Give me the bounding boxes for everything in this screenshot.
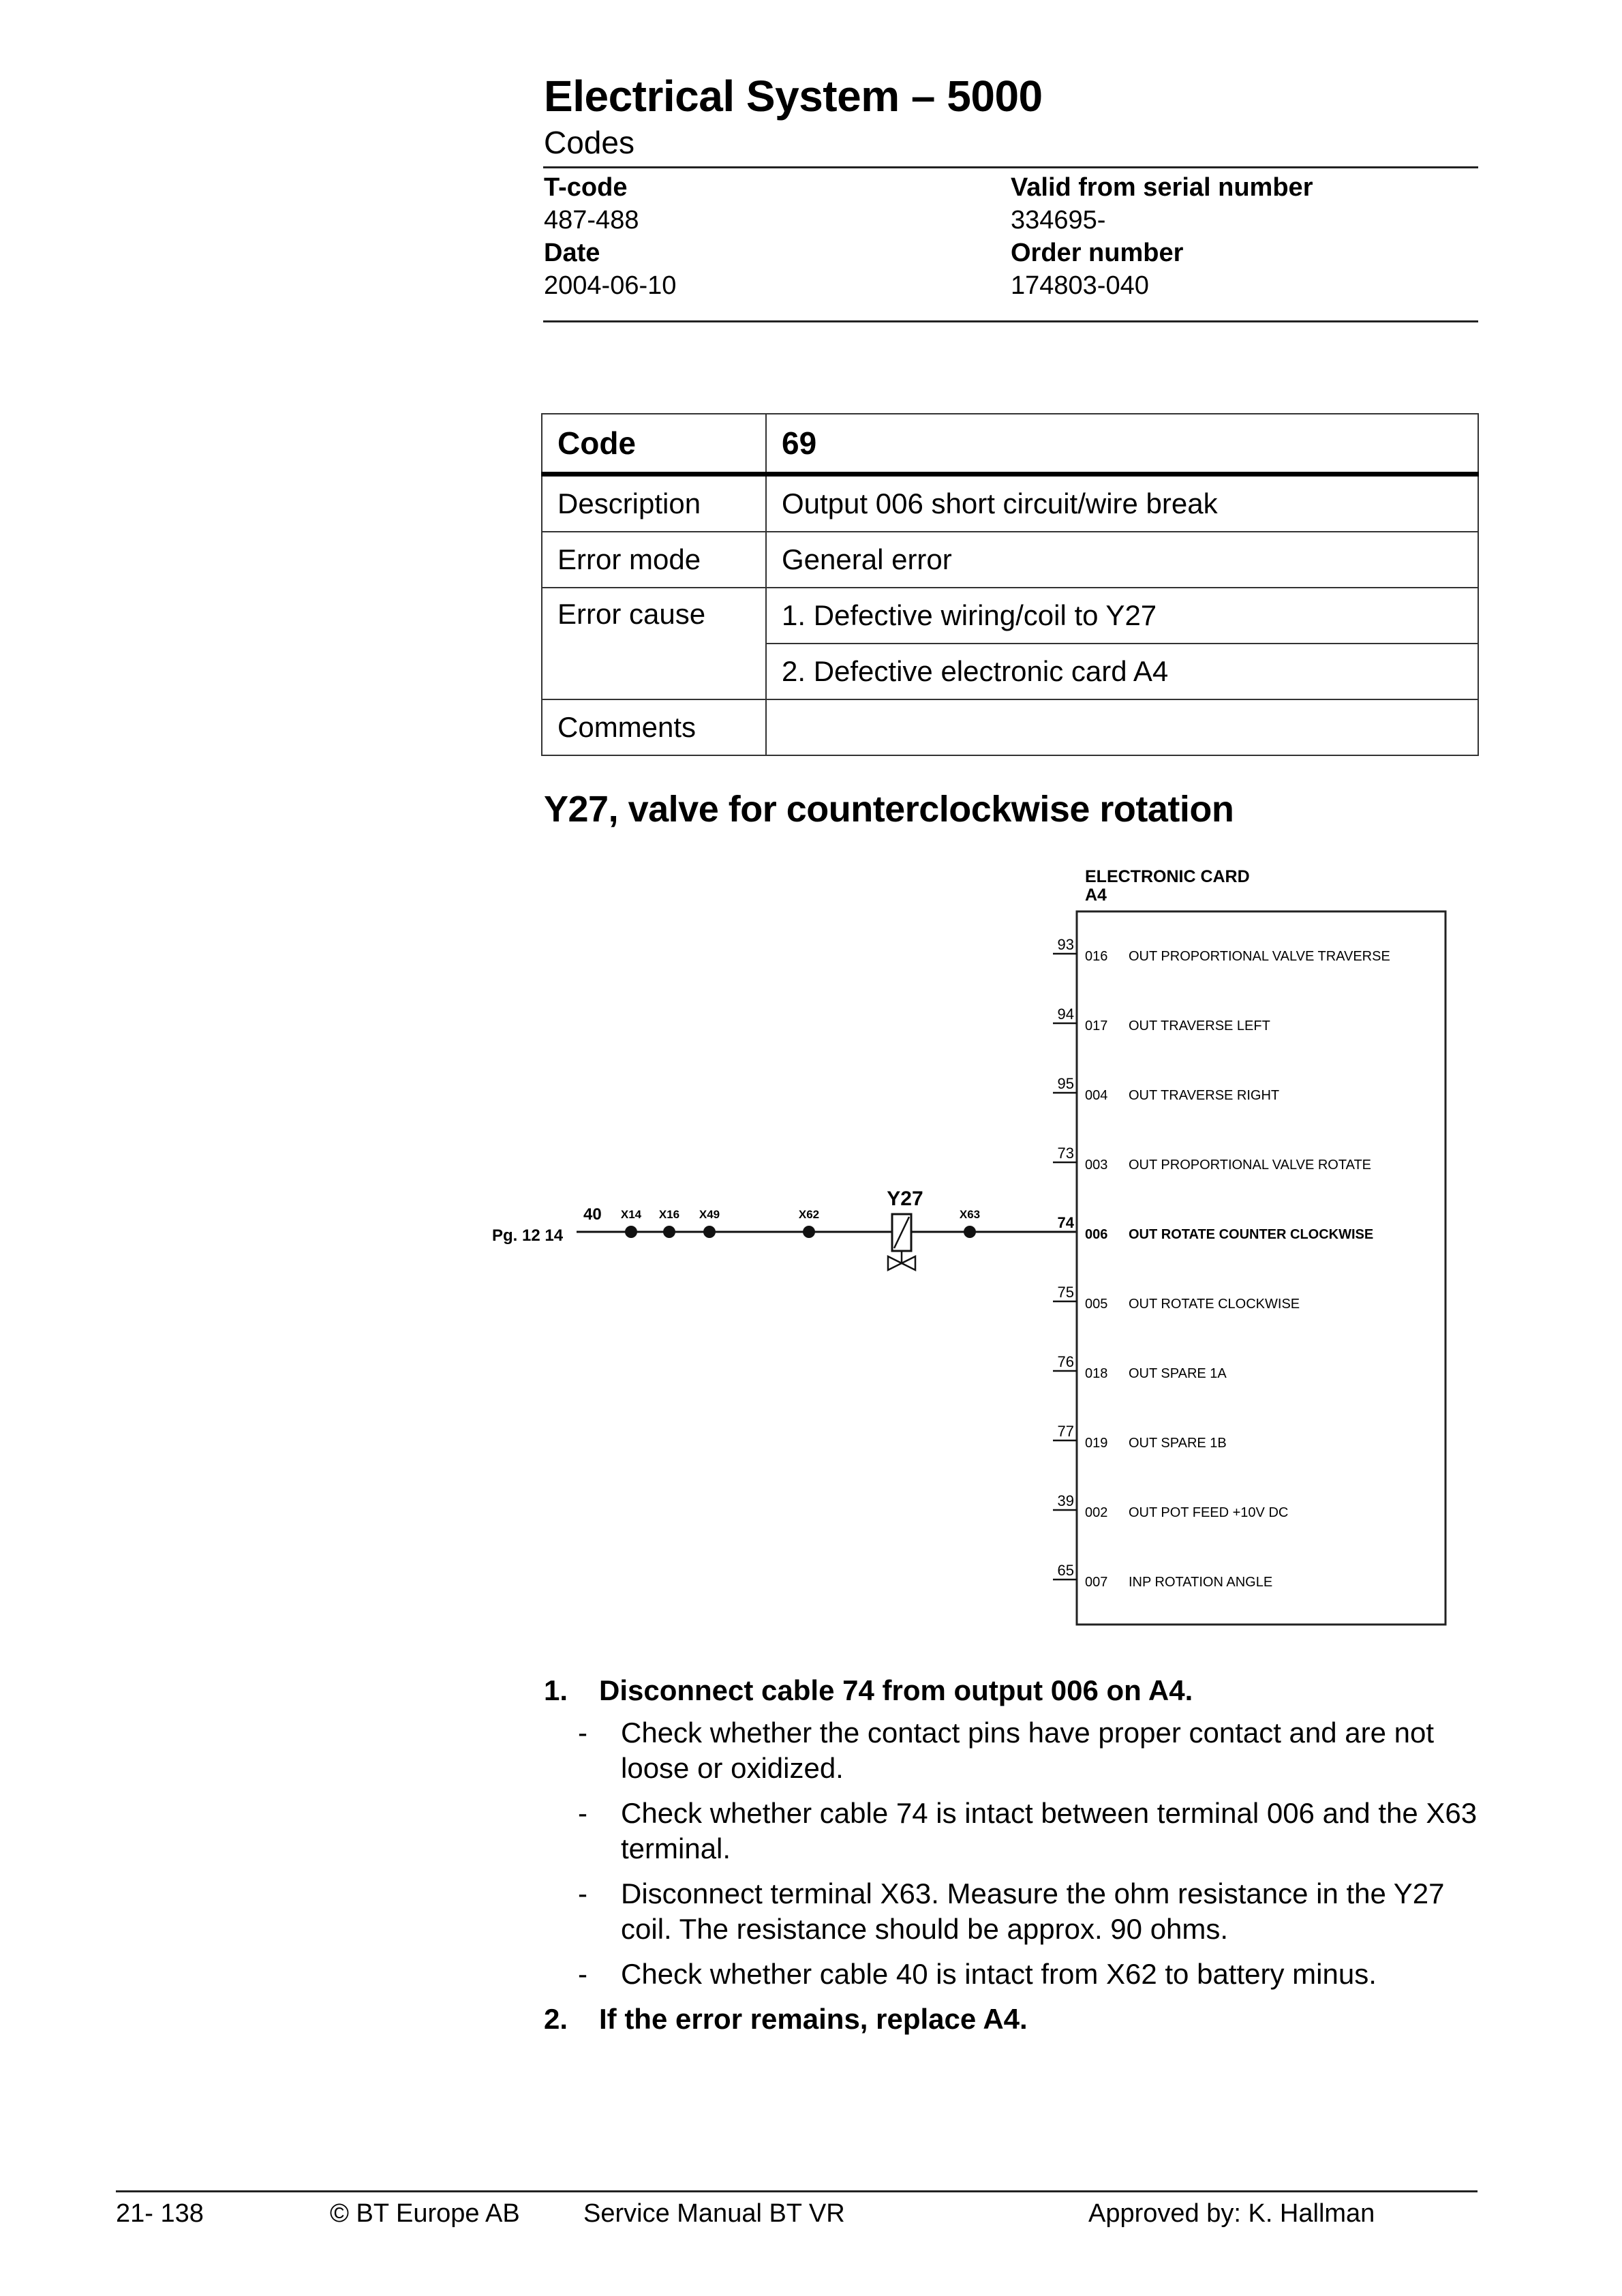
cable-number: 76: [1057, 1353, 1074, 1370]
connector-dot: [964, 1226, 976, 1238]
card-pin-004: [1053, 1075, 1279, 1103]
cable-number: 65: [1057, 1562, 1074, 1579]
tcode-label: T-code: [544, 173, 628, 202]
dash-bullet: -: [578, 1877, 587, 1909]
dash-bullet: -: [578, 1958, 587, 1990]
row-label: Error cause: [542, 588, 766, 699]
substep-text: Check whether the contact pins have proper contact and are not loose or oxidized.: [621, 1717, 1435, 1784]
connector-x14: [621, 1208, 642, 1238]
connector-dot: [663, 1226, 675, 1238]
terminal-number: 017: [1085, 1018, 1108, 1033]
row-label: Comments: [542, 699, 766, 755]
terminal-function: OUT PROPORTIONAL VALVE TRAVERSE: [1129, 949, 1390, 964]
row-label: Description: [542, 474, 766, 532]
footer-rule: [116, 2190, 1478, 2192]
connector-x63: [960, 1208, 980, 1238]
date-label: Date: [544, 239, 600, 267]
cable-number: 94: [1057, 1006, 1074, 1023]
terminal-function: OUT POT FEED +10V DC: [1129, 1505, 1289, 1520]
copyright: © BT Europe AB: [330, 2199, 520, 2228]
cable-number: 77: [1057, 1423, 1074, 1440]
row-value: 2. Defective electronic card A4: [766, 644, 1478, 699]
cable-number: 75: [1057, 1284, 1074, 1301]
card-pin-006: [1058, 1214, 1374, 1242]
manual-name: Service Manual BT VR: [583, 2199, 845, 2228]
terminal-number: 003: [1085, 1158, 1108, 1173]
component-label: Y27: [887, 1188, 923, 1210]
date-value: 2004-06-10: [544, 271, 677, 300]
card-pin-016: [1053, 936, 1390, 964]
cable-number: 73: [1057, 1145, 1074, 1162]
row-value: General error: [766, 532, 1478, 588]
terminal-function: OUT TRAVERSE LEFT: [1129, 1018, 1270, 1033]
connector-label: X62: [798, 1208, 820, 1221]
connector-label: X49: [699, 1208, 720, 1221]
terminal-number: 005: [1085, 1297, 1108, 1312]
substep: [578, 1715, 1484, 1786]
serial-value: 334695-: [1011, 206, 1106, 235]
card-title: ELECTRONIC CARD: [1085, 867, 1250, 886]
terminal-number: 007: [1085, 1575, 1108, 1590]
connector-dot: [803, 1226, 815, 1238]
card-pin-002: [1053, 1492, 1288, 1520]
page-reference: Pg. 12 14: [492, 1226, 564, 1245]
card-id: A4: [1085, 886, 1107, 905]
step-text: Disconnect cable 74 from output 006 on A4.: [599, 1674, 1193, 1706]
page-number: 21- 138: [116, 2199, 204, 2228]
order-value: 174803-040: [1011, 271, 1149, 300]
code-label: Code: [542, 414, 766, 474]
card-pin-005: [1053, 1284, 1300, 1312]
connector-x62: [799, 1208, 819, 1238]
terminal-function: OUT TRAVERSE RIGHT: [1129, 1088, 1280, 1103]
connector-x49: [699, 1208, 720, 1238]
step-text: If the error remains, replace A4.: [599, 2003, 1028, 2035]
terminal-function: INP ROTATION ANGLE: [1129, 1575, 1273, 1590]
terminal-function: OUT PROPORTIONAL VALVE ROTATE: [1129, 1158, 1371, 1173]
step-number: 1.: [544, 1674, 568, 1706]
dash-bullet: -: [578, 1717, 587, 1749]
substep: [578, 1957, 1484, 1992]
solenoid-valve-icon: [888, 1214, 915, 1270]
troubleshooting-steps: [544, 1673, 1484, 2044]
terminal-number: 004: [1085, 1088, 1108, 1103]
card-pin-003: [1053, 1145, 1371, 1173]
connector-label: X63: [959, 1208, 981, 1221]
step-2: [544, 2002, 1484, 2037]
cable-number: 74: [1057, 1214, 1074, 1231]
connector-label: X14: [620, 1208, 642, 1221]
section-title: Y27, valve for counterclockwise rotation: [544, 789, 1234, 830]
substep-text: Disconnect terminal X63. Measure the ohm resistance in the Y27 coil. The resistance should be approx. 90 ohms.: [621, 1877, 1445, 1945]
connector-x16: [659, 1208, 679, 1238]
row-value: Output 006 short circuit/wire break: [766, 474, 1478, 532]
dash-bullet: -: [578, 1797, 587, 1829]
substep: [578, 1796, 1484, 1867]
card-pin-019: [1053, 1423, 1227, 1451]
terminal-number: 006: [1085, 1227, 1108, 1242]
serial-label: Valid from serial number: [1011, 173, 1313, 202]
terminal-number: 018: [1085, 1366, 1108, 1381]
terminal-function: OUT SPARE 1B: [1129, 1436, 1227, 1451]
row-label: Error mode: [542, 532, 766, 588]
terminal-function: OUT ROTATE COUNTER CLOCKWISE: [1129, 1227, 1374, 1242]
connector-dot: [703, 1226, 716, 1238]
connector-dot: [625, 1226, 637, 1238]
order-label: Order number: [1011, 239, 1184, 267]
terminal-number: 002: [1085, 1505, 1108, 1520]
document-title: Electrical System – 5000: [544, 72, 1043, 121]
cable-number: 93: [1057, 936, 1074, 953]
cable-number: 39: [1057, 1492, 1074, 1509]
tcode-value: 487-488: [544, 206, 639, 235]
row-value: 1. Defective wiring/coil to Y27: [766, 588, 1478, 644]
terminal-function: OUT SPARE 1A: [1129, 1366, 1227, 1381]
terminal-function: OUT ROTATE CLOCKWISE: [1129, 1297, 1300, 1312]
cable-label-40: 40: [583, 1205, 602, 1224]
substep: [578, 1876, 1484, 1947]
terminal-number: 019: [1085, 1436, 1108, 1451]
connector-label: X16: [658, 1208, 680, 1221]
document-subtitle: Codes: [544, 125, 634, 160]
step-1: [544, 1673, 1484, 1708]
substep-text: Check whether cable 40 is intact from X62 to battery minus.: [621, 1958, 1377, 1990]
terminal-number: 016: [1085, 949, 1108, 964]
card-pin-018: [1053, 1353, 1227, 1381]
card-pin-007: [1053, 1562, 1272, 1590]
substep-text: Check whether cable 74 is intact between terminal 006 and the X63 terminal.: [621, 1797, 1478, 1864]
approved-by: Approved by: K. Hallman: [1088, 2199, 1375, 2228]
card-pin-017: [1053, 1006, 1270, 1033]
code-value: 69: [766, 414, 1478, 474]
step-number: 2.: [544, 2003, 568, 2035]
cable-number: 95: [1057, 1075, 1074, 1092]
